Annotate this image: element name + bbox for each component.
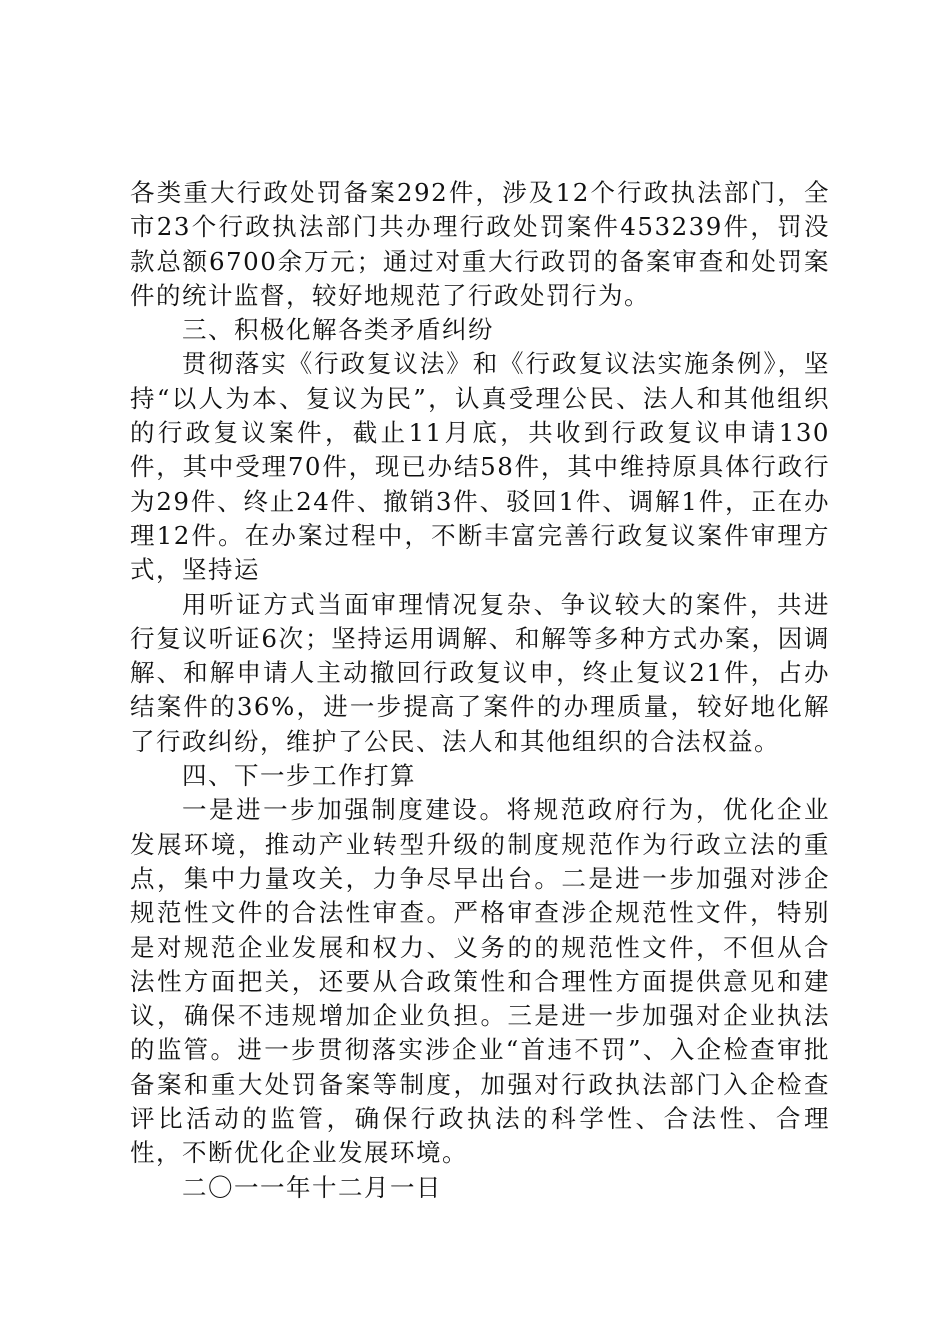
paragraph-hearing: 用听证方式当面审理情况复杂、争议较大的案件，共进行复议听证6次；坚持运用调解、和解等多种方式办案，因调解、和解申请人主动撤回行政复议申，终止复议21件，占办结案件的36%，进一步提高了案件的办理质量，较好地化解了行政纠纷，维护了公民、法人和其他组织的合法权益。 [130, 589, 830, 756]
section-heading-3: 三、积极化解各类矛盾纠纷 [182, 315, 494, 345]
paragraph-review: 贯彻落实《行政复议法》和《行政复议法实施条例》，坚持“以人为本、复议为民”，认真受理公民、法人和其他组织的行政复议案件，截止11月底，共收到行政复议申请130件，其中受理70件，现已办结58件，其中维持原具体行政行为29件、终止24件、撤销3件、驳回1件、调解1件，正在办理12件。在办案过程中，不断丰富完善行政复议案件审理方式，坚持运 [130, 349, 830, 585]
paragraph-next-steps: 一是进一步加强制度建设。将规范政府行为，优化企业发展环境，推动产业转型升级的制度规范作为行政立法的重点，集中力量攻关，力争尽早出台。二是进一步加强对涉企规范性文件的合法性审查。严格审查涉企规范性文件，特别是对规范企业发展和权力、义务的的规范性文件，不但从合法性方面把关，还要从合政策性和合理性方面提供意见和建议，确保不违规增加企业负担。三是进一步加强对企业执法的监管。进一步贯彻落实涉企业“首违不罚”、入企检查审批备案和重大处罚备案等制度，加强对行政执法部门入企检查评比活动的监管，确保行政执法的科学性、合法性、合理性，不断优化企业发展环境。 [130, 795, 830, 1168]
section-heading-4: 四、下一步工作打算 [182, 761, 416, 791]
document-date: 二〇一一年十二月一日 [182, 1172, 442, 1202]
paragraph-continuation: 各类重大行政处罚备案292件，涉及12个行政执法部门，全市23个行政执法部门共办理行政处罚案件453239件，罚没款总额6700余万元；通过对重大行政罚的备案审查和处罚案件的统计监督，较好地规范了行政处罚行为。 [130, 178, 830, 310]
document-body [130, 176, 830, 1205]
